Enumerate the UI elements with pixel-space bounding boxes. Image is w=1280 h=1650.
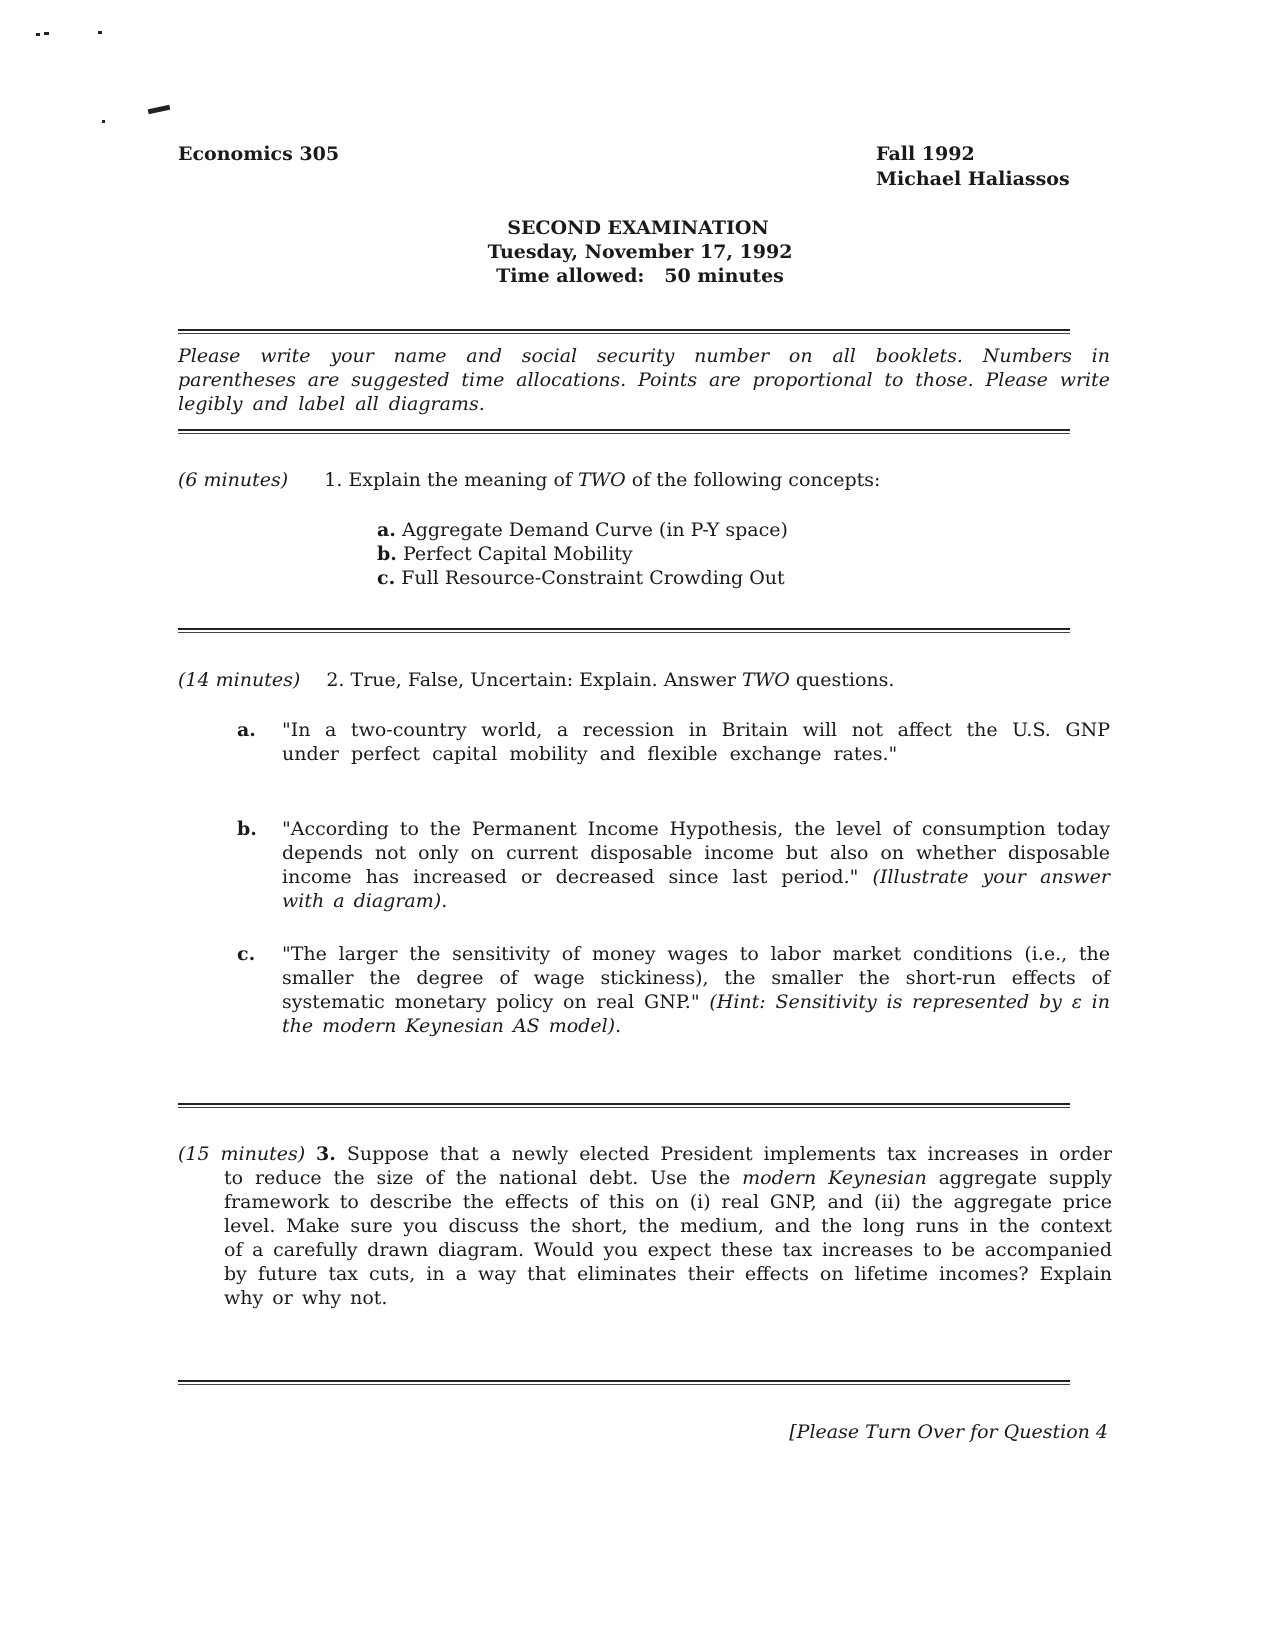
q3-time: (15 minutes)	[178, 1143, 306, 1165]
q3-text: Suppose that a newly elected President implements tax increases in order to reduce the size of the national debt. Use the	[224, 1143, 1112, 1189]
list-item: a. Aggregate Demand Curve (in P-Y space)	[377, 519, 788, 541]
term: Fall 1992	[876, 143, 975, 165]
divider	[178, 628, 1070, 633]
turn-over-note: [Please Turn Over for Question 4	[789, 1421, 1108, 1443]
instructions-text: Please write your name and social security number on all booklets. Numbers in parentheses are suggested time allocations. Points are proportional to those. Please write legibly and label all diagrams.	[178, 345, 1110, 415]
q2-item-label: b.	[237, 818, 257, 840]
q2-item-text: "According to the Permanent Income Hypothesis, the level of consumption today depends not only on current disposable income but also on whether disposable income has increased or decreased since last period." (Illustrate your answer with a diagram).	[282, 818, 1110, 912]
instructor-name: Michael Haliassos	[876, 168, 1070, 190]
scan-speck	[98, 31, 102, 34]
q2-time: (14 minutes)	[178, 669, 301, 691]
question-1	[178, 468, 1110, 492]
scan-speck	[36, 33, 40, 36]
q1-item-list	[377, 518, 788, 590]
exam-date: Tuesday, November 17, 1992	[487, 241, 793, 263]
q1-time: (6 minutes)	[178, 469, 289, 491]
q1-prompt-end: of the following concepts:	[631, 469, 881, 491]
q2-emphasis: TWO	[742, 669, 790, 691]
q3-number: 3.	[316, 1143, 336, 1165]
exam-title	[0, 216, 1280, 288]
divider	[178, 329, 1070, 334]
exam-time-allowed: Time allowed: 50 minutes	[496, 265, 784, 287]
scan-speck	[44, 32, 49, 35]
divider	[178, 429, 1070, 434]
question-2	[178, 668, 1110, 692]
question-3	[178, 1142, 1112, 1310]
course-title: Economics 305	[178, 143, 340, 165]
list-item: c. Full Resource-Constraint Crowding Out	[377, 567, 785, 589]
scan-speck	[102, 120, 105, 123]
divider	[178, 1103, 1070, 1108]
list-item: b. Perfect Capital Mobility	[377, 543, 633, 565]
scan-speck	[148, 105, 171, 114]
q2-item-text: "The larger the sensitivity of money wages to labor market conditions (i.e., the smaller the degree of wage stickiness), the smaller the short-run effects of systematic monetary policy on real GNP." (Hint: Sensitivity is represented by ε in the modern Keynesian AS model).	[282, 943, 1110, 1037]
q2-item-text: "In a two-country world, a recession in Britain will not affect the U.S. GNP under perfect capital mobility and flexible exchange rates."	[282, 719, 1110, 765]
exam-title-line: SECOND EXAMINATION	[507, 217, 769, 239]
q2-number: 2.	[326, 669, 345, 691]
q2-prompt-end: questions.	[795, 669, 895, 691]
q2-item-label: a.	[237, 719, 256, 741]
q2-item-label: c.	[237, 943, 256, 965]
q1-prompt: Explain the meaning of	[348, 469, 572, 491]
q3-text-end: aggregate supply framework to describe the effects of this on (i) real GNP, and (ii) the aggregate price level. Make sure you discuss the short, the medium, and the long runs in the context of a carefully drawn diagram. Would you expect these tax increases to be accompanied by future tax cuts, in a way that eliminates their effects on lifetime incomes? Explain why or why not.	[224, 1167, 1112, 1309]
q3-emphasis: modern Keynesian	[742, 1167, 927, 1189]
q1-number: 1.	[324, 469, 343, 491]
q2-prompt: True, False, Uncertain: Explain. Answer	[350, 669, 736, 691]
divider	[178, 1380, 1070, 1385]
q1-emphasis: TWO	[577, 469, 626, 491]
